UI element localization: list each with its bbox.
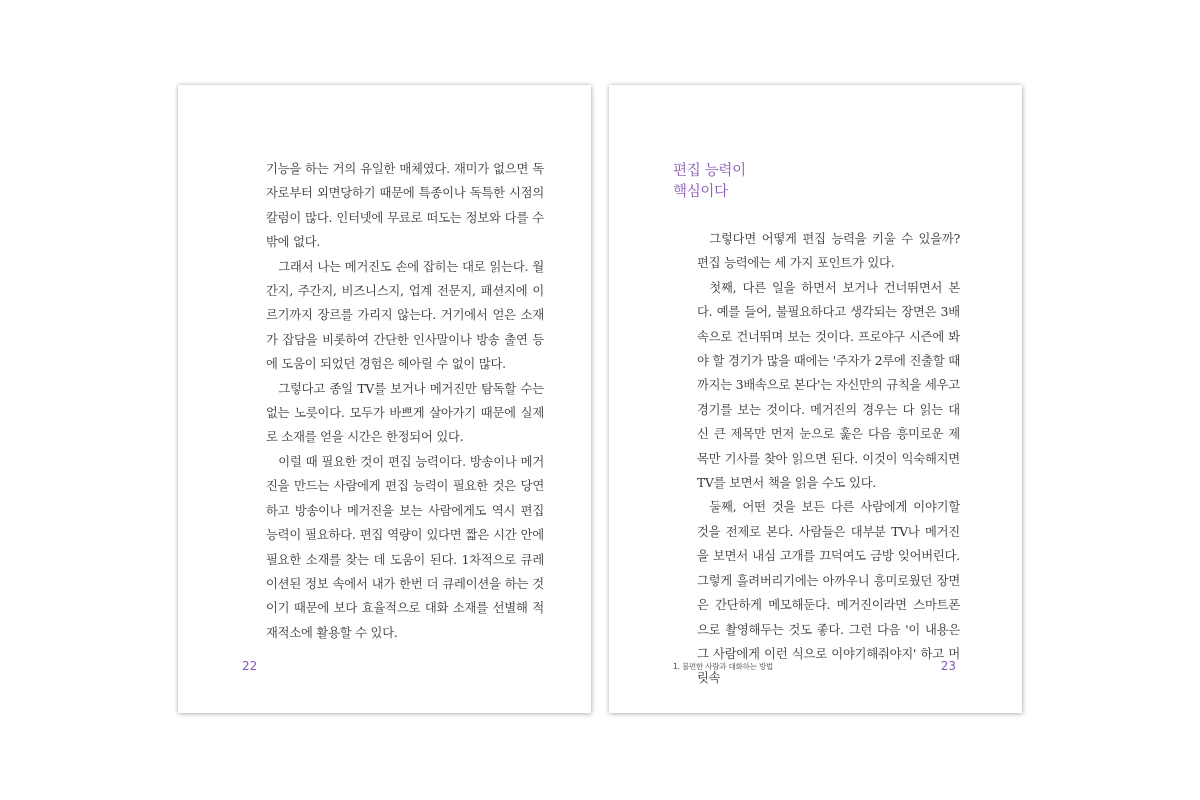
right-page: [609, 85, 1022, 713]
paragraph: 이럴 때 필요한 것이 편집 능력이다. 방송이나 메거진을 만드는 사람에게 편집 능력이 필요한 것은 당연하고 방송이나 메거진을 보는 사람에게도 역시 편집 능력이 필요하다. 편집 역량이 있다면 짧은 시간 안에 필요한 소재를 찾는 데 도움이 된다. 1차적으로 큐레이션된 정보 속에서 내가 한번 더 큐레이션을 하는 것이기 때문에 보다 효율적으로 대화 소재를 선별해 적재적소에 활용할 수 있다.: [266, 454, 544, 640]
section-title-line: 편집 능력이: [673, 163, 746, 179]
paragraph: 기능을 하는 거의 유일한 매체였다. 재미가 없으면 독자로부터 외면당하기 때문에 특종이나 독특한 시점의 칼럼이 많다. 인터넷에 무료로 떠도는 정보와 다를 수밖에 없다.: [266, 162, 544, 250]
paragraph: 둘째, 어떤 것을 보든 다른 사람에게 이야기할 것을 전제로 본다. 사람들은 대부분 TV나 메거진을 보면서 내심 고개를 끄덕여도 금방 잊어버린다. 그렇게 흘려버리기에는 아까우니 흥미로웠던 장면은 간단하게 메모해둔다. 메거진이라면 스마트폰으로 촬영해두는 것도 좋다. 그런 다음 '이 내용은 그 사람에게 이런 식으로 이야기해줘야지' 하고 머릿속: [697, 500, 960, 686]
page-number-left: 22: [242, 659, 258, 673]
paragraph: 그렇다면 어떻게 편집 능력을 키울 수 있을까? 편집 능력에는 세 가지 포인트가 있다.: [697, 232, 960, 271]
paragraph: 그래서 나는 메거진도 손에 잡히는 대로 읽는다. 월간지, 주간지, 비즈니스지, 업계 전문지, 패션지에 이르기까지 장르를 가리지 않는다. 거기에서 얻은 소재가 잡담을 비롯하여 간단한 인사말이나 방송 출연 등에 도움이 되었던 경험은 헤아릴 수 없이 많다.: [266, 259, 544, 372]
paragraph: 그렇다고 종일 TV를 보거나 메거진만 탐독할 수는 없는 노릇이다. 모두가 바쁘게 살아가기 때문에 실제로 소재를 얻을 시간은 한정되어 있다.: [266, 381, 544, 445]
paragraph: 첫째, 다른 일을 하면서 보거나 건너뛰면서 본다. 예를 들어, 불필요하다고 생각되는 장면은 3배속으로 건너뛰며 보는 것이다. 프로야구 시즌에 봐야 할 경기가 많을 때에는 '주자가 2루에 진출할 때까지는 3배속으로 본다'는 자신만의 규칙을 세우고 경기를 보는 것이다. 메거진의 경우는 다 읽는 대신 큰 제목만 먼저 눈으로 훑은 다음 흥미로운 제목만 기사를 찾아 읽으면 된다. 이것이 익숙해지면 TV를 보면서 책을 읽을 수도 있다.: [697, 280, 960, 491]
left-page: [178, 85, 591, 713]
section-title-line: 핵심이다: [673, 184, 728, 200]
page-number-right: 23: [940, 659, 956, 673]
section-title: [673, 161, 746, 203]
running-footer: 1. 불편한 사람과 대화하는 방법: [673, 662, 774, 671]
left-body-text: [266, 157, 544, 645]
right-body-text: [697, 227, 960, 691]
